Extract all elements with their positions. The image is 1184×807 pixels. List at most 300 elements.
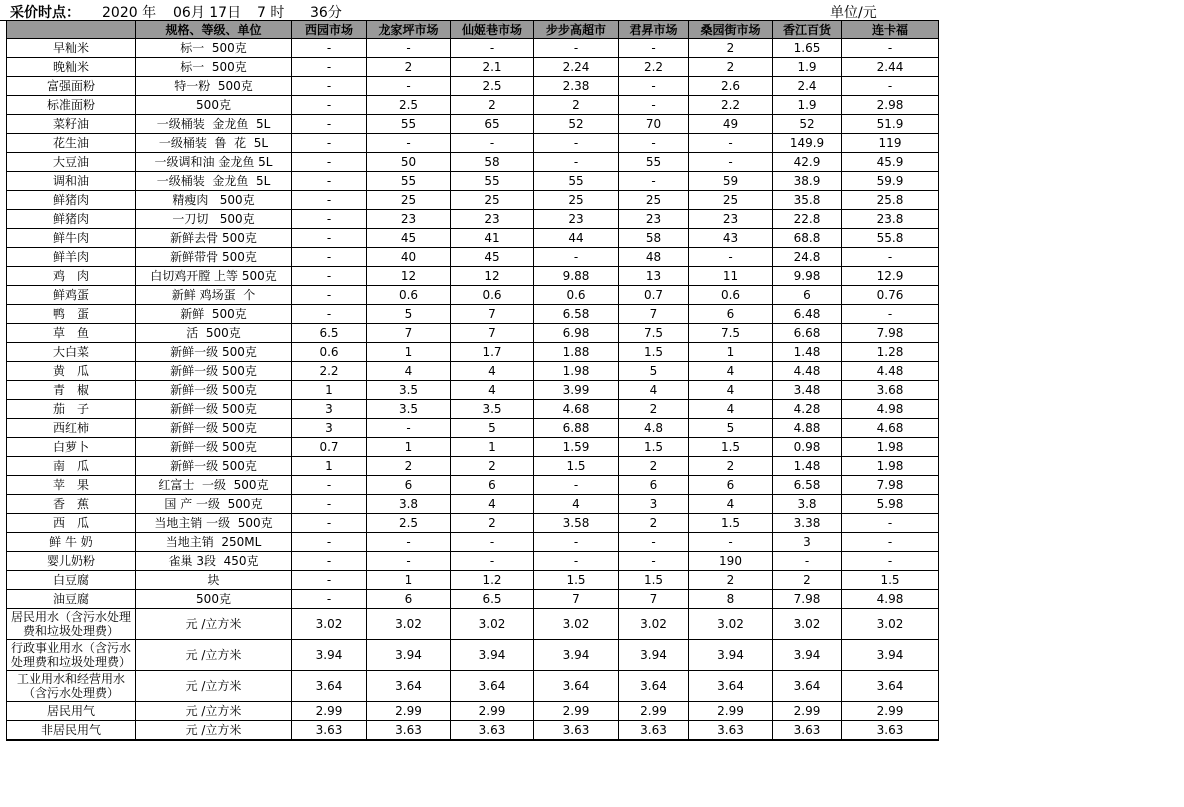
price-cell: 3.63 (451, 721, 534, 740)
table-row (7, 210, 939, 229)
price-cell: - (619, 552, 689, 571)
price-cell: 1 (367, 571, 451, 590)
price-cell: 1 (292, 457, 367, 476)
collection-month-day: 06月 17日 (173, 5, 242, 21)
item-name-cell: 白萝卜 (7, 438, 136, 457)
price-cell: - (292, 58, 367, 77)
price-cell: 3.64 (292, 671, 367, 702)
table-row (7, 191, 939, 210)
price-cell: 1.5 (534, 571, 619, 590)
price-cell: - (842, 39, 939, 58)
table-row (7, 438, 939, 457)
price-cell: 149.9 (773, 134, 842, 153)
price-cell: - (619, 533, 689, 552)
spec-cell: 元 /立方米 (136, 671, 292, 702)
header-row (7, 21, 939, 39)
price-cell: - (619, 134, 689, 153)
price-cell: 5 (619, 362, 689, 381)
price-cell: 4.48 (773, 362, 842, 381)
table-row (7, 58, 939, 77)
price-cell: - (292, 552, 367, 571)
price-cell: 2.99 (367, 702, 451, 721)
price-cell: 1.59 (534, 438, 619, 457)
price-cell: 0.7 (619, 286, 689, 305)
item-name-cell: 大白菜 (7, 343, 136, 362)
price-cell: 3.5 (367, 400, 451, 419)
price-cell: 4.88 (773, 419, 842, 438)
price-cell: 4 (534, 495, 619, 514)
price-cell: 45 (367, 229, 451, 248)
price-cell: 2.6 (689, 77, 773, 96)
price-cell: - (619, 172, 689, 191)
item-name-cell: 工业用水和经营用水（含污水处理费） (7, 671, 136, 702)
price-cell: 1.7 (451, 343, 534, 362)
column-header: 仙姬巷市场 (451, 21, 534, 39)
price-cell: 4 (689, 362, 773, 381)
price-cell: 12 (367, 267, 451, 286)
price-cell: 3.64 (619, 671, 689, 702)
price-cell: - (292, 172, 367, 191)
price-cell: 3.02 (292, 609, 367, 640)
price-cell: 3.02 (773, 609, 842, 640)
price-cell: - (451, 552, 534, 571)
table-row (7, 153, 939, 172)
price-cell: 4 (689, 495, 773, 514)
spec-cell: 标一 500克 (136, 58, 292, 77)
price-cell: 1.48 (773, 457, 842, 476)
price-cell: - (292, 210, 367, 229)
price-cell: 1.65 (773, 39, 842, 58)
price-cell: - (367, 533, 451, 552)
price-cell: - (534, 533, 619, 552)
price-cell: 119 (842, 134, 939, 153)
price-cell: 2 (534, 96, 619, 115)
item-name-cell: 鸡 肉 (7, 267, 136, 286)
price-cell: - (367, 39, 451, 58)
price-cell: 190 (689, 552, 773, 571)
price-cell: 5 (367, 305, 451, 324)
price-cell: 23 (619, 210, 689, 229)
table-row (7, 419, 939, 438)
spec-cell: 新鲜 鸡场蛋 个 (136, 286, 292, 305)
collection-time-label: 采价时点： (10, 5, 80, 21)
price-cell: 7.5 (619, 324, 689, 343)
price-cell: 3.63 (619, 721, 689, 740)
unit-note: 单位/元 (830, 5, 877, 21)
price-cell: 5.98 (842, 495, 939, 514)
price-cell: 7.98 (842, 476, 939, 495)
price-cell: - (534, 153, 619, 172)
spec-cell: 一级桶装 金龙鱼 5L (136, 172, 292, 191)
price-cell: 7.98 (773, 590, 842, 609)
price-cell: 12.9 (842, 267, 939, 286)
price-cell: 4 (367, 362, 451, 381)
table-row (7, 77, 939, 96)
price-cell: 2.38 (534, 77, 619, 96)
price-cell: 1.5 (842, 571, 939, 590)
price-cell: 3.63 (773, 721, 842, 740)
item-name-cell: 西 瓜 (7, 514, 136, 533)
price-cell: - (842, 77, 939, 96)
price-cell: 8 (689, 590, 773, 609)
price-cell: 11 (689, 267, 773, 286)
price-cell: 3.02 (689, 609, 773, 640)
table-row (7, 381, 939, 400)
price-cell: 59.9 (842, 172, 939, 191)
price-cell: 49 (689, 115, 773, 134)
price-cell: - (451, 39, 534, 58)
price-cell: 41 (451, 229, 534, 248)
price-cell: - (842, 514, 939, 533)
price-cell: 24.8 (773, 248, 842, 267)
table-row (7, 552, 939, 571)
price-cell: - (292, 229, 367, 248)
price-cell: - (842, 552, 939, 571)
price-cell: 1.98 (842, 438, 939, 457)
price-cell: 2 (773, 571, 842, 590)
price-cell: 25 (367, 191, 451, 210)
spec-cell: 块 (136, 571, 292, 590)
price-cell: 6.58 (773, 476, 842, 495)
price-cell: - (534, 134, 619, 153)
price-cell: 23 (534, 210, 619, 229)
price-cell: 7 (619, 590, 689, 609)
column-header: 香江百货 (773, 21, 842, 39)
spec-cell: 新鲜带骨 500克 (136, 248, 292, 267)
price-cell: 2.2 (689, 96, 773, 115)
price-cell: 3.94 (534, 640, 619, 671)
table-row (7, 248, 939, 267)
price-cell: 1.5 (619, 343, 689, 362)
item-name-cell: 鸭 蛋 (7, 305, 136, 324)
item-name-cell: 鲜猪肉 (7, 191, 136, 210)
item-name-cell: 鲜羊肉 (7, 248, 136, 267)
table-body (7, 39, 939, 740)
price-cell: 1.98 (534, 362, 619, 381)
price-cell: 12 (451, 267, 534, 286)
price-cell: 3.64 (842, 671, 939, 702)
item-name-cell: 非居民用气 (7, 721, 136, 740)
price-cell: 7.98 (842, 324, 939, 343)
price-cell: 51.9 (842, 115, 939, 134)
price-cell: 25.8 (842, 191, 939, 210)
price-cell: 3.64 (451, 671, 534, 702)
table-row (7, 172, 939, 191)
column-header: 西园市场 (292, 21, 367, 39)
price-cell: - (842, 305, 939, 324)
table-row (7, 590, 939, 609)
price-cell: 2.5 (367, 514, 451, 533)
price-cell: - (367, 77, 451, 96)
table-row (7, 495, 939, 514)
price-cell: 58 (619, 229, 689, 248)
price-cell: 1.98 (842, 457, 939, 476)
price-cell: 5 (689, 419, 773, 438)
price-cell: - (292, 305, 367, 324)
price-cell: 55 (451, 172, 534, 191)
spec-cell: 白切鸡开膛 上等 500克 (136, 267, 292, 286)
price-cell: 3.94 (773, 640, 842, 671)
price-cell: 3.02 (451, 609, 534, 640)
price-cell: - (451, 533, 534, 552)
price-cell: 0.7 (292, 438, 367, 457)
price-cell: 2 (451, 514, 534, 533)
price-cell: 2.99 (689, 702, 773, 721)
price-cell: - (292, 533, 367, 552)
table-row (7, 640, 939, 671)
price-cell: 7.5 (689, 324, 773, 343)
price-cell: 58 (451, 153, 534, 172)
price-cell: 59 (689, 172, 773, 191)
price-cell: 55 (367, 172, 451, 191)
table-row (7, 115, 939, 134)
price-cell: 2.99 (619, 702, 689, 721)
price-cell: 2.1 (451, 58, 534, 77)
price-cell: 6 (689, 305, 773, 324)
price-cell: - (619, 77, 689, 96)
price-cell: 4.8 (619, 419, 689, 438)
price-cell: - (292, 115, 367, 134)
price-cell: 4 (689, 400, 773, 419)
price-cell: 13 (619, 267, 689, 286)
item-name-cell: 早籼米 (7, 39, 136, 58)
item-name-cell: 香 蕉 (7, 495, 136, 514)
item-name-cell: 青 椒 (7, 381, 136, 400)
table-row (7, 400, 939, 419)
price-cell: 1 (292, 381, 367, 400)
table-row (7, 134, 939, 153)
price-cell: - (292, 571, 367, 590)
price-cell: 48 (619, 248, 689, 267)
spec-cell: 一刀切 500克 (136, 210, 292, 229)
price-cell: 6.5 (451, 590, 534, 609)
price-cell: 3.5 (451, 400, 534, 419)
price-cell: 23 (689, 210, 773, 229)
price-cell: 2 (367, 58, 451, 77)
item-name-cell: 鲜 牛 奶 (7, 533, 136, 552)
price-cell: 0.76 (842, 286, 939, 305)
price-cell: 3.5 (367, 381, 451, 400)
price-cell: 7 (619, 305, 689, 324)
item-name-cell: 居民用气 (7, 702, 136, 721)
price-cell: 1.28 (842, 343, 939, 362)
item-name-cell: 西红柿 (7, 419, 136, 438)
table-row (7, 324, 939, 343)
price-cell: 42.9 (773, 153, 842, 172)
price-cell: 2 (451, 457, 534, 476)
spec-cell: 500克 (136, 590, 292, 609)
table-row (7, 305, 939, 324)
price-cell: 3.63 (534, 721, 619, 740)
price-cell: 3.64 (773, 671, 842, 702)
price-cell: 1.9 (773, 96, 842, 115)
price-cell: 65 (451, 115, 534, 134)
price-cell: 4.98 (842, 400, 939, 419)
item-name-cell: 花生油 (7, 134, 136, 153)
table-row (7, 609, 939, 640)
price-cell: 3 (619, 495, 689, 514)
price-cell: 1.5 (689, 514, 773, 533)
column-header (7, 21, 136, 39)
price-cell: 4.48 (842, 362, 939, 381)
price-cell: - (534, 39, 619, 58)
price-cell: 6.68 (773, 324, 842, 343)
price-cell: 9.88 (534, 267, 619, 286)
spec-cell: 新鲜一级 500克 (136, 457, 292, 476)
price-cell: 3 (292, 419, 367, 438)
spec-cell: 新鲜一级 500克 (136, 362, 292, 381)
item-name-cell: 鲜鸡蛋 (7, 286, 136, 305)
price-cell: 7 (534, 590, 619, 609)
price-cell: 2.98 (842, 96, 939, 115)
price-cell: - (689, 248, 773, 267)
item-name-cell: 白豆腐 (7, 571, 136, 590)
price-cell: 5 (451, 419, 534, 438)
table-row (7, 702, 939, 721)
price-cell: 2.99 (842, 702, 939, 721)
spec-cell: 当地主销 250ML (136, 533, 292, 552)
table-row (7, 514, 939, 533)
price-cell: - (292, 39, 367, 58)
price-cell: 1 (689, 343, 773, 362)
price-cell: 7 (451, 305, 534, 324)
item-name-cell: 黄 瓜 (7, 362, 136, 381)
price-cell: 45.9 (842, 153, 939, 172)
price-cell: 52 (534, 115, 619, 134)
spec-cell: 标一 500克 (136, 39, 292, 58)
price-cell: - (367, 419, 451, 438)
price-cell: - (292, 476, 367, 495)
price-cell: 7 (367, 324, 451, 343)
price-cell: 3.63 (367, 721, 451, 740)
price-cell: 3.94 (842, 640, 939, 671)
price-cell: 7 (451, 324, 534, 343)
price-cell: 9.98 (773, 267, 842, 286)
price-cell: 1.5 (619, 438, 689, 457)
price-cell: 23.8 (842, 210, 939, 229)
price-cell: 2 (619, 514, 689, 533)
price-cell: 0.98 (773, 438, 842, 457)
price-cell: 6 (367, 476, 451, 495)
spec-cell: 特一粉 500克 (136, 77, 292, 96)
collection-minute: 36分 (310, 5, 342, 21)
price-cell: - (292, 495, 367, 514)
price-cell: 6.48 (773, 305, 842, 324)
table-row (7, 571, 939, 590)
spec-cell: 红富士 一级 500克 (136, 476, 292, 495)
price-cell: 3.64 (689, 671, 773, 702)
price-cell: 3.63 (689, 721, 773, 740)
spec-cell: 新鲜一级 500克 (136, 419, 292, 438)
price-cell: 2 (619, 457, 689, 476)
price-cell: 70 (619, 115, 689, 134)
price-cell: 3.48 (773, 381, 842, 400)
spec-cell: 新鲜去骨 500克 (136, 229, 292, 248)
price-cell: - (534, 248, 619, 267)
table-row (7, 229, 939, 248)
spec-cell: 新鲜一级 500克 (136, 343, 292, 362)
price-cell: 6 (451, 476, 534, 495)
table-row (7, 533, 939, 552)
price-cell: 4 (619, 381, 689, 400)
price-cell: - (367, 134, 451, 153)
table-row (7, 267, 939, 286)
spec-cell: 一级调和油 金龙鱼 5L (136, 153, 292, 172)
item-name-cell: 富强面粉 (7, 77, 136, 96)
table-row (7, 457, 939, 476)
price-cell: 2 (619, 400, 689, 419)
item-name-cell: 草 鱼 (7, 324, 136, 343)
price-cell: 3.02 (619, 609, 689, 640)
price-cell: 4.68 (534, 400, 619, 419)
price-cell: 0.6 (292, 343, 367, 362)
price-cell: - (534, 476, 619, 495)
price-table (6, 20, 939, 741)
price-cell: 3.94 (689, 640, 773, 671)
column-header: 君昇市场 (619, 21, 689, 39)
price-cell: 23 (367, 210, 451, 229)
price-cell: - (689, 134, 773, 153)
spec-cell: 元 /立方米 (136, 609, 292, 640)
spec-cell: 一级桶装 鲁 花 5L (136, 134, 292, 153)
price-cell: 3.64 (534, 671, 619, 702)
price-cell: - (292, 248, 367, 267)
price-cell: 3.99 (534, 381, 619, 400)
price-cell: - (534, 552, 619, 571)
price-cell: 6 (367, 590, 451, 609)
table-row (7, 671, 939, 702)
price-cell: 3.94 (292, 640, 367, 671)
price-cell: 1 (367, 343, 451, 362)
column-header: 桑园街市场 (689, 21, 773, 39)
spec-cell: 新鲜一级 500克 (136, 381, 292, 400)
price-cell: 4 (451, 381, 534, 400)
item-name-cell: 婴儿奶粉 (7, 552, 136, 571)
price-cell: 4 (689, 381, 773, 400)
item-name-cell: 调和油 (7, 172, 136, 191)
price-cell: 4 (451, 362, 534, 381)
price-cell: 4.28 (773, 400, 842, 419)
title-row (0, 0, 939, 21)
price-cell: 3.63 (842, 721, 939, 740)
price-cell: - (619, 96, 689, 115)
price-cell: 50 (367, 153, 451, 172)
table-row (7, 476, 939, 495)
spec-cell: 雀巢 3段 450克 (136, 552, 292, 571)
price-cell: 3.38 (773, 514, 842, 533)
price-cell: 55 (367, 115, 451, 134)
table-row (7, 721, 939, 740)
price-cell: 3 (773, 533, 842, 552)
item-name-cell: 行政事业用水（含污水处理费和垃圾处理费） (7, 640, 136, 671)
price-cell: 1.5 (534, 457, 619, 476)
price-cell: - (773, 552, 842, 571)
price-cell: - (292, 153, 367, 172)
spec-cell: 新鲜一级 500克 (136, 400, 292, 419)
item-name-cell: 居民用水（含污水处理费和垃圾处理费） (7, 609, 136, 640)
price-cell: 2.99 (773, 702, 842, 721)
price-cell: 6.58 (534, 305, 619, 324)
price-cell: 0.6 (367, 286, 451, 305)
price-cell: 2 (689, 571, 773, 590)
price-cell: 25 (451, 191, 534, 210)
price-cell: 6.88 (534, 419, 619, 438)
spec-cell: 元 /立方米 (136, 640, 292, 671)
price-cell: 0.6 (451, 286, 534, 305)
price-cell: - (292, 590, 367, 609)
price-cell: 6 (619, 476, 689, 495)
price-cell: 3.94 (451, 640, 534, 671)
